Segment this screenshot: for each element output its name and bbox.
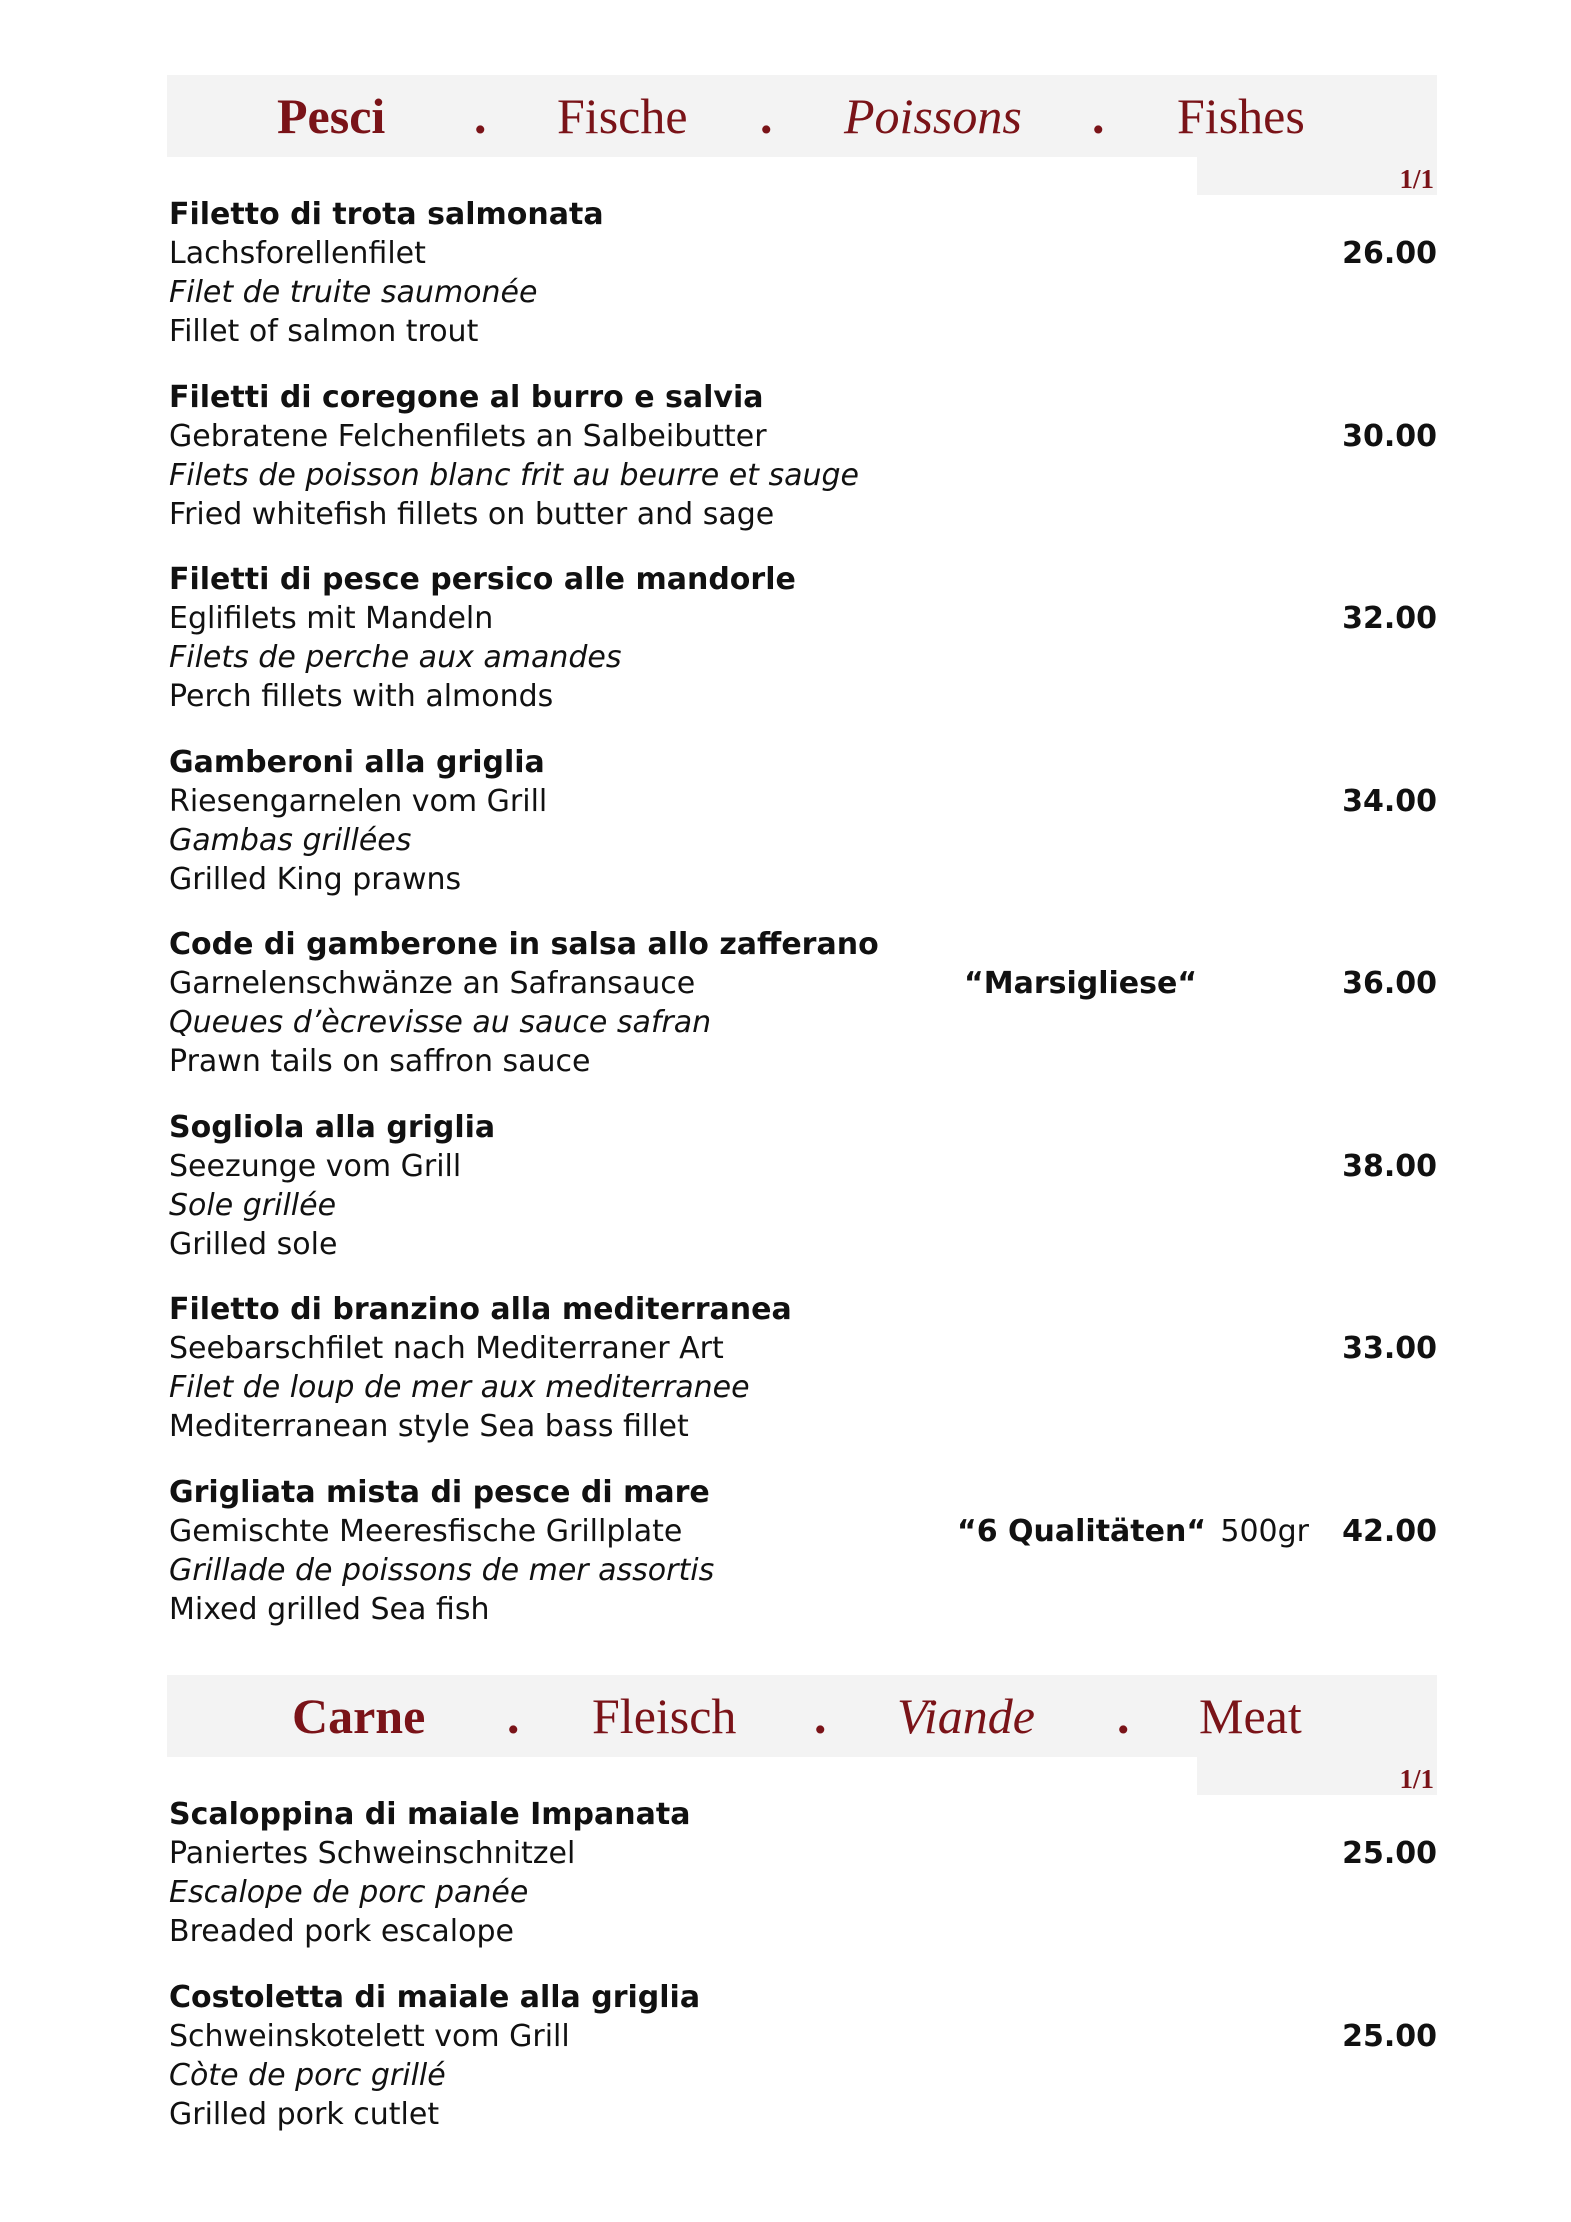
dish-name-german: Eglifilets mit Mandeln <box>169 601 494 636</box>
dish-name-german: Gemischte Meeresfische Grillplate <box>169 1513 683 1549</box>
dish-name-italian: Filetto di trota salmonata <box>169 197 604 232</box>
dish-name-italian: Filetti di pesce persico alle mandorle <box>169 562 796 597</box>
header-italian: Pesci <box>277 88 386 144</box>
dish-name-english: Grilled pork cutlet <box>169 2096 440 2132</box>
dish-price: 36.00 <box>1342 966 1437 1001</box>
menu-item <box>167 560 1437 743</box>
header-italian: Carne <box>292 1688 426 1744</box>
section-header <box>167 75 1437 157</box>
dish-price: 30.00 <box>1342 418 1437 454</box>
dish-name-french: Queues d’ècrevisse au sauce safran <box>169 1005 712 1040</box>
dish-name-italian: Filetti di coregone al burro e salvia <box>169 379 764 415</box>
section-header <box>167 1675 1437 1757</box>
header-separator: . <box>760 88 773 144</box>
dish-name-german: Paniertes Schweinschnitzel <box>169 1836 576 1871</box>
dish-name-french: Filets de perche aux amandes <box>169 640 622 675</box>
menu-item <box>167 1108 1437 1291</box>
dish-name-english: Fried whitefish fillets on butter and sage <box>169 496 775 532</box>
dish-name-italian: Sogliola alla griglia <box>169 1109 496 1145</box>
header-separator: . <box>474 88 487 144</box>
header-english: Fishes <box>1177 88 1305 144</box>
dish-name-french: Gambas grillées <box>169 822 412 858</box>
dish-name-french: Sole grillée <box>169 1187 337 1223</box>
dish-name-italian: Filetto di branzino alla mediterranea <box>169 1292 792 1327</box>
header-french: Poissons <box>844 88 1022 144</box>
dish-price: 26.00 <box>1342 236 1437 271</box>
menu-items <box>167 195 1437 1655</box>
dish-name-italian: Code di gamberone in salsa allo zafferano <box>169 927 879 962</box>
dish-name-french: Escalope de porc panée <box>169 1875 529 1910</box>
dish-name-french: Filets de poisson blanc frit au beurre et sauge <box>169 457 859 493</box>
dish-name-english: Mixed grilled Sea fish <box>169 1591 490 1627</box>
dish-name-english: Prawn tails on saffron sauce <box>169 1044 591 1079</box>
menu-item <box>167 1473 1437 1656</box>
dish-price: 32.00 <box>1342 601 1437 636</box>
menu-item <box>167 195 1437 378</box>
header-separator: . <box>507 1688 520 1744</box>
dish-price: 33.00 <box>1342 1331 1437 1366</box>
menu-item <box>167 743 1437 926</box>
dish-name-german: Garnelenschwänze an Safransauce <box>169 966 696 1001</box>
dish-name-french: Filet de loup de mer aux mediterranee <box>169 1370 750 1405</box>
dish-price: 25.00 <box>1342 2018 1437 2054</box>
dish-name-english: Breaded pork escalope <box>169 1914 514 1949</box>
dish-name-french: Filet de truite saumonée <box>169 275 538 310</box>
dish-name-italian: Grigliata mista di pesce di mare <box>169 1474 710 1510</box>
header-separator: . <box>814 1688 827 1744</box>
dish-name-english: Perch fillets with almonds <box>169 679 554 714</box>
menu-item <box>167 925 1437 1108</box>
dish-price: 42.00 <box>1342 1513 1437 1549</box>
menu-items <box>167 1795 1437 2160</box>
header-separator: . <box>1092 88 1105 144</box>
dish-name-german: Seebarschfilet nach Mediterraner Art <box>169 1331 724 1366</box>
header-english: Meat <box>1199 1688 1302 1744</box>
dish-name-english: Grilled King prawns <box>169 861 462 897</box>
dish-name-german: Lachsforellenfilet <box>169 236 426 271</box>
dish-name-german: Schweinskotelett vom Grill <box>169 2018 570 2054</box>
dish-note: “6 Qualitäten“ <box>957 1513 1207 1549</box>
menu-item <box>167 1795 1437 1978</box>
portion-label: 1/1 <box>1197 157 1437 195</box>
header-separator: . <box>1117 1688 1130 1744</box>
dish-price: 25.00 <box>1342 1836 1437 1871</box>
dish-name-english: Fillet of salmon trout <box>169 314 479 349</box>
dish-name-french: Grillade de poissons de mer assortis <box>169 1552 715 1588</box>
dish-quantity: 500gr <box>1220 1513 1309 1549</box>
dish-name-french: Còte de porc grillé <box>169 2057 446 2093</box>
section-meat <box>167 1675 1437 2132</box>
dish-name-english: Mediterranean style Sea bass fillet <box>169 1409 689 1444</box>
dish-name-german: Riesengarnelen vom Grill <box>169 783 548 819</box>
dish-name-german: Gebratene Felchenfilets an Salbeibutter <box>169 418 767 454</box>
menu-item <box>167 1290 1437 1473</box>
dish-name-german: Seezunge vom Grill <box>169 1148 462 1184</box>
dish-note: “Marsigliese“ <box>964 966 1198 1001</box>
portion-label: 1/1 <box>1197 1757 1437 1795</box>
dish-name-italian: Gamberoni alla griglia <box>169 744 545 780</box>
header-german: Fische <box>557 88 688 144</box>
section-fish <box>167 75 1437 1627</box>
header-german: Fleisch <box>592 1688 737 1744</box>
dish-name-italian: Scaloppina di maiale Impanata <box>169 1797 691 1832</box>
dish-price: 34.00 <box>1342 783 1437 819</box>
header-french: Viande <box>897 1688 1035 1744</box>
menu-item <box>167 378 1437 561</box>
menu-item <box>167 1978 1437 2161</box>
dish-price: 38.00 <box>1342 1148 1437 1184</box>
dish-name-english: Grilled sole <box>169 1226 338 1262</box>
dish-name-italian: Costoletta di maiale alla griglia <box>169 1979 701 2015</box>
